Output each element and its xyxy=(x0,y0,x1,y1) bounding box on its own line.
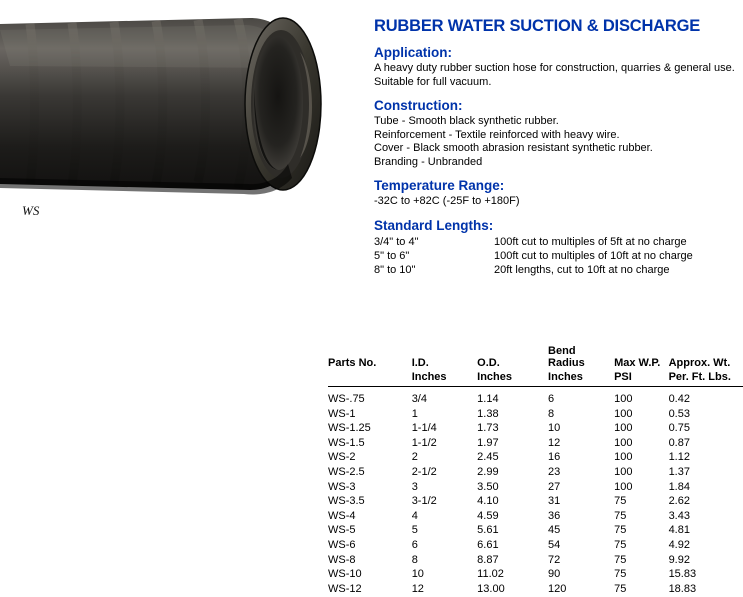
header-id-line2: Inches xyxy=(412,371,477,387)
cell-parts-no: WS-3.5 xyxy=(328,495,365,508)
cell-parts-no: WS-5 xyxy=(328,524,356,537)
section-standard-lengths xyxy=(374,218,736,277)
cell-od: 11.02 xyxy=(477,568,504,581)
header-approx-wt-line2: Per. Ft. Lbs. xyxy=(669,371,743,387)
cell-id: 3-1/2 xyxy=(411,495,437,508)
table-row xyxy=(328,509,743,524)
cell-max-wp: 100 xyxy=(614,451,633,464)
cell-max-wp: 75 xyxy=(614,553,627,566)
table-row xyxy=(328,524,743,539)
standard-length-desc: 20ft lengths, cut to 10ft at no charge xyxy=(494,263,670,276)
cell-bend-radius: 90 xyxy=(548,568,561,581)
cell-approx-wt: 0.42 xyxy=(668,393,690,405)
cell-id: 10 xyxy=(411,568,424,581)
table-row xyxy=(328,480,743,495)
cell-parts-no: WS-8 xyxy=(328,553,356,566)
cell-parts-no: WS-6 xyxy=(328,538,356,551)
standard-length-row xyxy=(374,235,736,249)
specification-table xyxy=(328,345,743,597)
header-approx-wt-line1: Approx. Wt. xyxy=(668,357,731,369)
cell-id: 2-1/2 xyxy=(411,465,437,478)
cell-max-wp: 75 xyxy=(614,568,627,581)
header-bend-radius-line2: Inches xyxy=(548,371,614,387)
construction-body xyxy=(374,115,736,169)
cell-parts-no: WS-1 xyxy=(328,407,356,420)
table-header-row-bottom xyxy=(328,371,743,387)
section-temperature xyxy=(374,178,736,209)
cell-approx-wt: 2.62 xyxy=(668,495,690,508)
header-max-wp-line1: Max W.P. xyxy=(614,357,661,369)
cell-od: 1.38 xyxy=(477,407,499,420)
cell-approx-wt: 9.92 xyxy=(668,553,690,566)
header-od-line1: O.D. xyxy=(477,357,500,369)
cell-max-wp: 75 xyxy=(614,495,627,508)
cell-max-wp: 100 xyxy=(614,465,633,478)
cell-bend-radius: 54 xyxy=(548,538,561,551)
header-parts-no-line1: Parts No. xyxy=(328,357,377,369)
construction-heading: Construction: xyxy=(374,98,463,113)
cell-od: 2.45 xyxy=(477,451,499,464)
cell-max-wp: 100 xyxy=(614,393,633,405)
construction-line-3: Cover - Black smooth abrasion resistant synthetic rubber. xyxy=(374,142,653,154)
cell-approx-wt: 1.84 xyxy=(668,480,690,493)
cell-approx-wt: 1.37 xyxy=(668,465,690,478)
hose-highlight xyxy=(0,25,288,68)
standard-length-row xyxy=(374,263,736,277)
application-line-2: Suitable for full vacuum. xyxy=(374,75,492,88)
hose-bore xyxy=(253,36,303,170)
table-row xyxy=(328,436,743,451)
cell-approx-wt: 0.75 xyxy=(668,422,690,435)
section-construction xyxy=(374,98,736,169)
cell-parts-no: WS-10 xyxy=(328,568,362,581)
cell-id: 3 xyxy=(411,480,418,493)
cell-approx-wt: 3.43 xyxy=(668,509,690,522)
temperature-line-1: -32C to +82C (-25F to +180F) xyxy=(374,195,520,207)
standard-lengths-rows xyxy=(374,235,736,277)
cell-bend-radius: 16 xyxy=(548,451,561,464)
temperature-heading: Temperature Range: xyxy=(374,178,505,193)
cell-parts-no: WS-4 xyxy=(328,509,356,522)
table-row xyxy=(328,568,743,583)
header-id-line1: I.D. xyxy=(411,357,429,369)
section-application xyxy=(374,45,736,89)
cell-od: 5.61 xyxy=(477,524,499,537)
cell-bend-radius: 6 xyxy=(548,393,555,405)
cell-id: 5 xyxy=(411,524,418,537)
cell-approx-wt: 0.53 xyxy=(668,407,690,420)
standard-length-desc: 100ft cut to multiples of 10ft at no charge xyxy=(494,249,693,262)
cell-id: 3/4 xyxy=(411,393,427,405)
temperature-body xyxy=(374,195,736,209)
cell-bend-radius: 45 xyxy=(548,524,561,537)
cell-parts-no: WS-1.5 xyxy=(328,436,365,449)
cell-bend-radius: 31 xyxy=(548,495,561,508)
cell-max-wp: 75 xyxy=(614,582,627,595)
cell-bend-radius: 8 xyxy=(548,407,555,420)
standard-length-desc: 100ft cut to multiples of 5ft at no charge xyxy=(494,235,687,248)
hose-illustration xyxy=(0,8,360,203)
cell-id: 8 xyxy=(411,553,418,566)
cell-id: 12 xyxy=(411,582,424,595)
table-row xyxy=(328,582,743,597)
cell-id: 1 xyxy=(411,407,418,420)
cell-bend-radius: 72 xyxy=(548,553,561,566)
image-caption: WS xyxy=(22,203,40,218)
cell-od: 2.99 xyxy=(477,465,499,478)
cell-id: 2 xyxy=(411,451,418,464)
cell-od: 4.10 xyxy=(477,495,499,508)
cell-od: 4.59 xyxy=(477,509,499,522)
cell-bend-radius: 120 xyxy=(548,582,567,595)
construction-line-2: Reinforcement - Textile reinforced with heavy wire. xyxy=(374,128,620,141)
page-title: RUBBER WATER SUCTION & DISCHARGE xyxy=(374,17,701,35)
cell-id: 1-1/2 xyxy=(411,436,437,449)
header-max-wp-line2: PSI xyxy=(614,371,668,387)
header-parts-no-line2 xyxy=(328,371,412,387)
cell-parts-no: WS-2.5 xyxy=(328,465,365,478)
cell-parts-no: WS-2 xyxy=(328,451,356,464)
cell-approx-wt: 18.83 xyxy=(668,582,697,595)
standard-length-size: 3/4" to 4" xyxy=(374,235,419,248)
cell-max-wp: 100 xyxy=(614,407,633,420)
cell-od: 13.00 xyxy=(477,582,505,595)
cell-approx-wt: 1.12 xyxy=(668,451,690,464)
cell-od: 6.61 xyxy=(477,538,499,551)
cell-bend-radius: 12 xyxy=(548,436,561,449)
cell-od: 8.87 xyxy=(477,553,499,566)
cell-max-wp: 75 xyxy=(614,509,627,522)
cell-parts-no: WS-1.25 xyxy=(328,422,371,435)
table-row xyxy=(328,538,743,553)
standard-length-row xyxy=(374,249,736,263)
application-body xyxy=(374,62,736,89)
table-row xyxy=(328,407,743,422)
cell-max-wp: 100 xyxy=(614,422,633,435)
table-body xyxy=(328,387,743,597)
table-header xyxy=(328,345,743,387)
cell-od: 1.73 xyxy=(477,422,499,435)
specification-block xyxy=(374,17,736,277)
cell-bend-radius: 36 xyxy=(548,509,561,522)
cell-approx-wt: 15.83 xyxy=(668,568,697,581)
cell-approx-wt: 4.81 xyxy=(668,524,690,537)
table-row xyxy=(328,387,743,408)
cell-approx-wt: 0.87 xyxy=(668,436,690,449)
cell-id: 4 xyxy=(411,509,418,522)
cell-id: 1-1/4 xyxy=(411,422,437,435)
table-row xyxy=(328,422,743,437)
header-od-line2: Inches xyxy=(477,371,548,387)
table-row xyxy=(328,451,743,466)
cell-od: 1.97 xyxy=(477,436,499,449)
standard-length-size: 5" to 6" xyxy=(374,249,410,262)
cell-od: 1.14 xyxy=(477,393,499,405)
cell-bend-radius: 10 xyxy=(548,422,561,435)
product-photo xyxy=(0,8,360,203)
cell-parts-no: WS-3 xyxy=(328,480,356,493)
cell-bend-radius: 27 xyxy=(548,480,561,493)
cell-id: 6 xyxy=(411,538,418,551)
cell-approx-wt: 4.92 xyxy=(668,538,690,551)
table-row xyxy=(328,553,743,568)
application-heading: Application: xyxy=(374,45,452,60)
cell-max-wp: 100 xyxy=(614,436,633,449)
table-header-row-top xyxy=(328,345,743,371)
cell-parts-no: WS-12 xyxy=(328,582,362,595)
application-line-1: A heavy duty rubber suction hose for construction, quarries & general use. xyxy=(374,62,735,74)
table-row xyxy=(328,465,743,480)
standard-length-size: 8" to 10" xyxy=(374,263,416,276)
table-row xyxy=(328,495,743,510)
cell-od: 3.50 xyxy=(477,480,499,493)
construction-line-4: Branding - Unbranded xyxy=(374,155,483,168)
cell-max-wp: 75 xyxy=(614,524,627,537)
header-bend-radius-line1: Bend Radius xyxy=(548,345,585,369)
cell-max-wp: 75 xyxy=(614,538,627,551)
standard-lengths-heading: Standard Lengths: xyxy=(374,217,494,233)
construction-line-1: Tube - Smooth black synthetic rubber. xyxy=(374,115,559,127)
cell-parts-no: WS-.75 xyxy=(328,393,365,405)
cell-max-wp: 100 xyxy=(614,480,633,493)
cell-bend-radius: 23 xyxy=(548,465,561,478)
